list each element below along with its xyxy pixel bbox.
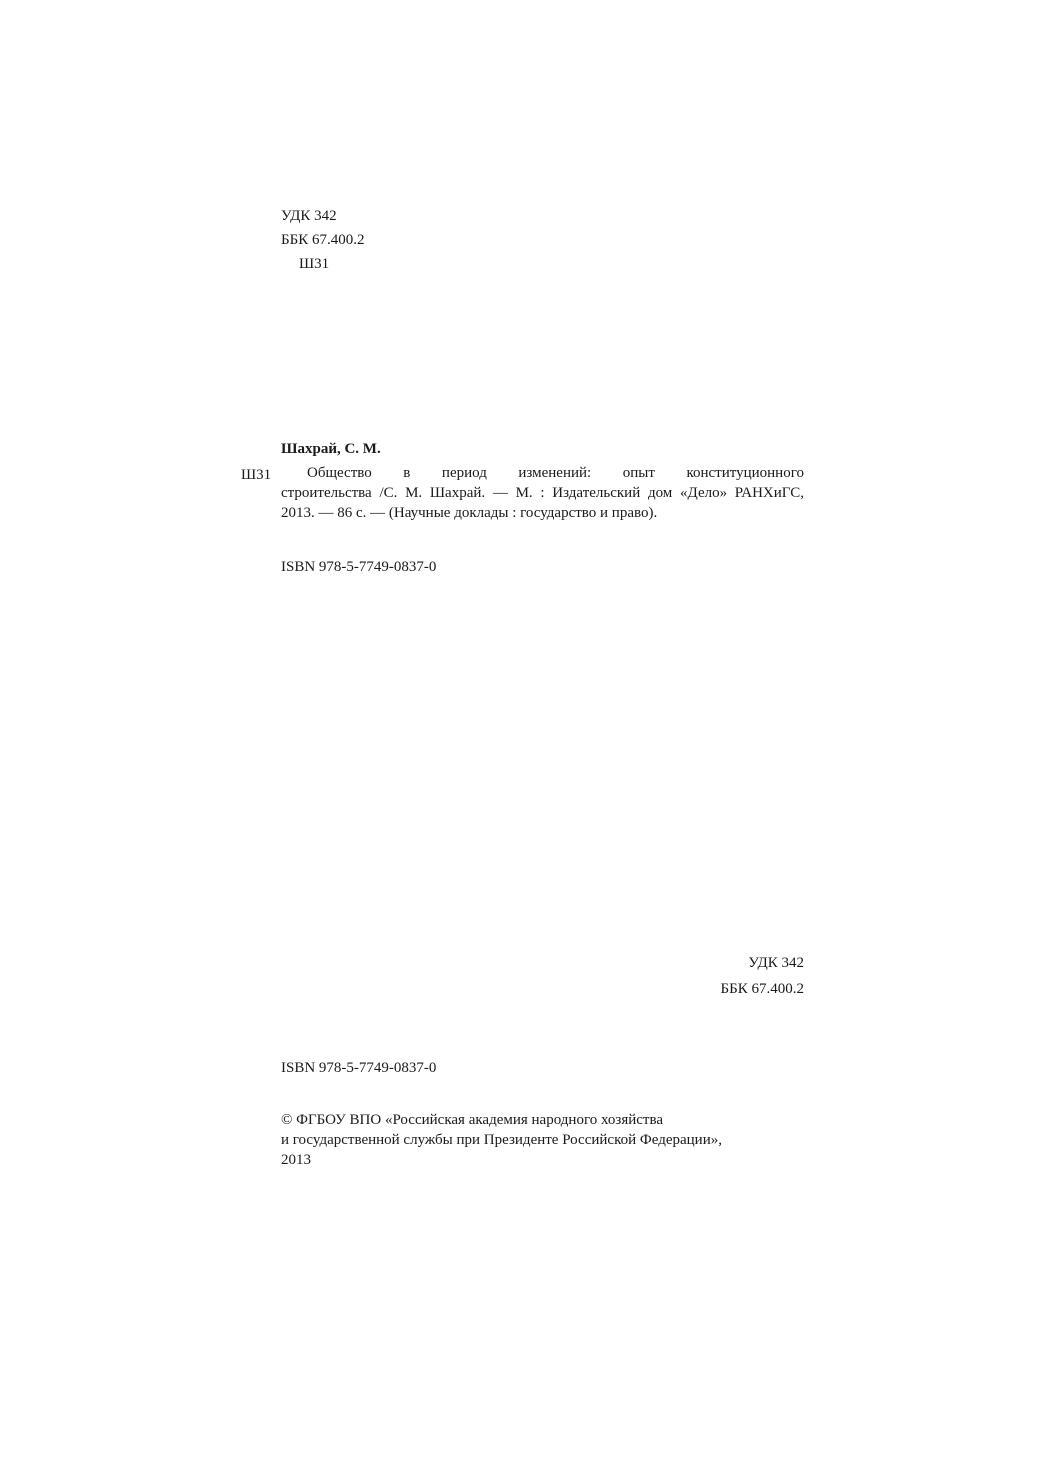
description-line-1: Общество в период изменений: опыт конституционного	[307, 465, 804, 481]
udk-code-bottom: УДК 342	[748, 955, 804, 971]
bibliographic-description	[281, 463, 804, 523]
copyright-line-3: 2013	[281, 1152, 311, 1168]
isbn-bottom: ISBN 978-5-7749-0837-0	[281, 1060, 437, 1076]
copyright-notice	[281, 1110, 804, 1170]
isbn-record: ISBN 978-5-7749-0837-0	[281, 559, 437, 575]
copyright-line-2: и государственной службы при Президенте Российской Федерации»,	[281, 1132, 722, 1148]
copyright-line-1: © ФГБОУ ВПО «Российская академия народного хозяйства	[281, 1112, 664, 1128]
description-line-2: строительства /С. М. Шахрай. — М. : Издательский дом «Дело» РАНХиГС,	[281, 485, 804, 501]
author-mark-margin: Ш31	[241, 467, 272, 483]
udk-code-top: УДК 342	[281, 208, 337, 224]
author-mark-top: Ш31	[299, 256, 330, 272]
bbk-code-bottom: ББК 67.400.2	[720, 981, 804, 997]
bbk-code-top: ББК 67.400.2	[281, 232, 365, 248]
description-line-3: 2013. — 86 с. — (Научные доклады : государство и право).	[281, 505, 658, 521]
author-heading: Шахрай, С. М.	[281, 441, 381, 457]
